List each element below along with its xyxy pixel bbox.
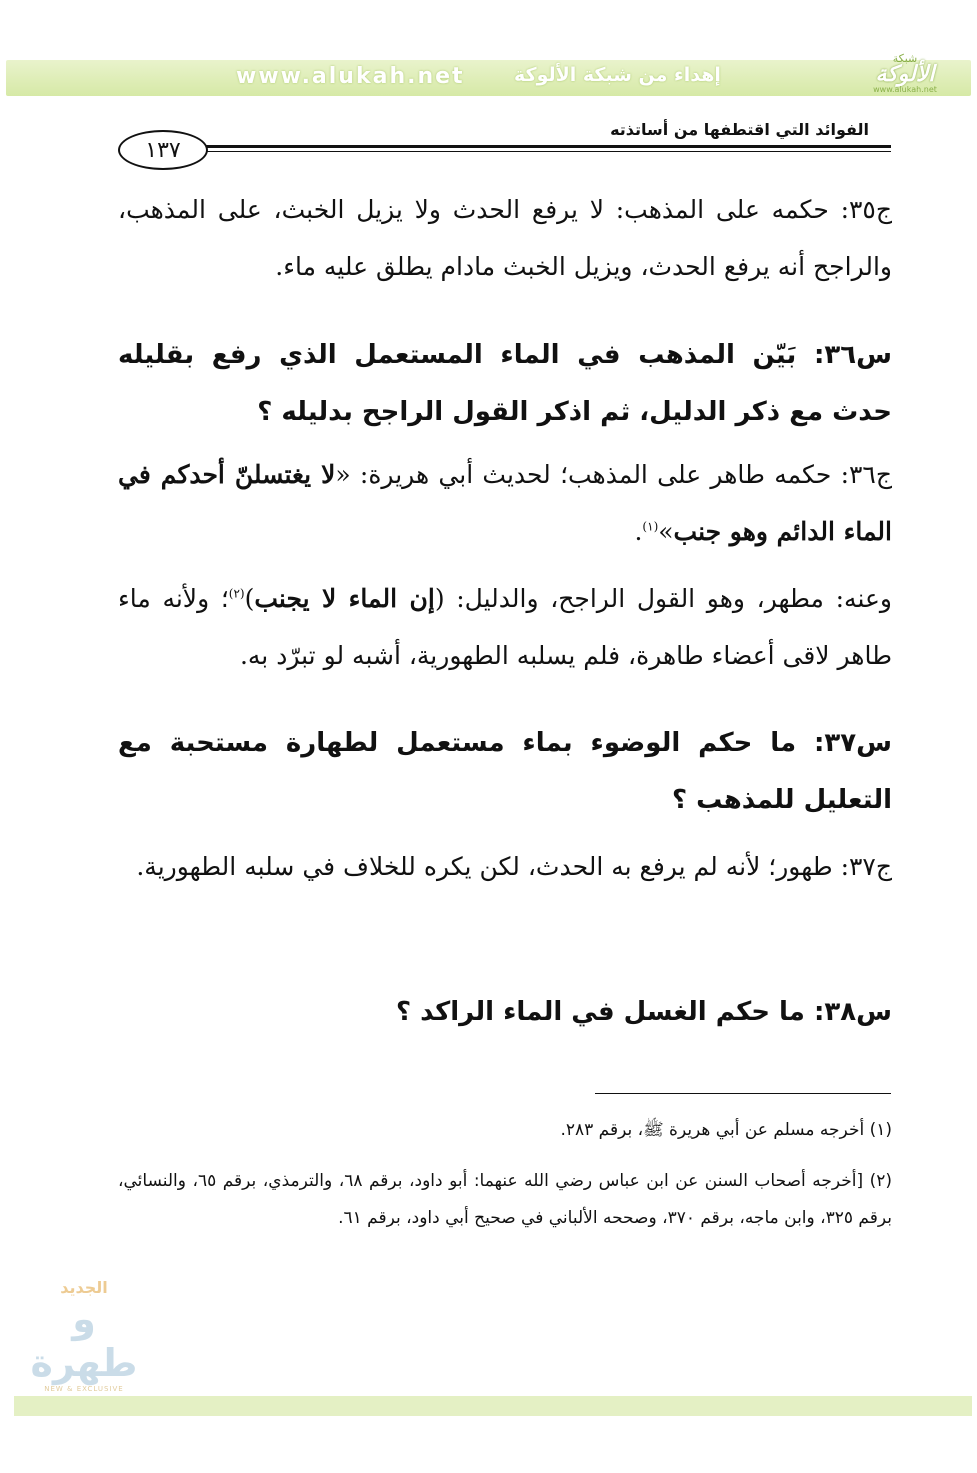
page-number: ١٣٧ [118,130,208,170]
top-banner [6,52,971,96]
footnote-ref-1[interactable]: (١) [642,519,659,534]
answer-35: ج٣٥: حكمه على المذهب: لا يرفع الحدث ولا يزيل الخبث، على المذهب، والراجح أنه يرفع الحدث، ويزيل الخبث مادام يطلق عليه ماء. [118,195,892,281]
header-rule [196,145,891,148]
answer-36-alt-intro: وعنه: مطهر، وهو القول الراجح، والدليل: ( [434,584,892,613]
logo-top-text: شبكة [892,52,918,65]
footnote-2: (٢) [أخرجه أصحاب السنن عن ابن عباس رضي الله عنهما: أبو داود، برقم ٦٨، والترمذي، برقم ٦٥، والنسائي، برقم ٣٢٥، وابن ماجه، برقم ٣٧٠، وصححه الألباني في صحيح أبي داود، برقم ٦١. [118,1171,893,1228]
footnote-1: (١) أخرجه مسلم عن أبي هريرة ﷺ، برقم ٢٨٣. [560,1120,892,1140]
hadith-text: إن الماء لا يجنب [254,584,435,613]
corner-watermark-logo [24,1278,144,1393]
banner-gift-text: إهداء من شبكة الألوكة [514,64,721,86]
bottom-band [14,1396,972,1416]
alukah-logo [855,52,955,102]
logo-main-text: الألوكة [875,62,935,87]
answer-36-alt [118,570,892,684]
corner-logo-sub: NEW & EXCLUSIVE [44,1385,124,1393]
footnote-rule [595,1093,891,1094]
answer-36-alt-rest: ؛ ولأنه ماء طاهر لاقى أعضاء طاهرة، فلم يسلبه الطهورية، أشبه لو تبرّد به. [118,584,892,670]
quote-close: » [658,517,674,546]
hadith-text: لا يغتسلنّ أحدكم في الماء الدائم وهو جنب [118,460,892,546]
answer-36-intro: ج٣٦: حكمه طاهر على المذهب؛ لحديث أبي هريرة: « [335,460,892,489]
answer-36-end: . [634,517,643,546]
question-36: س٣٦: بَيّن المذهب في الماء المستعمل الذي رفع بقليله حدث مع ذكر الدليل، ثم اذكر القول الراجح بدليله ؟ [118,340,892,427]
answer-36 [118,446,892,560]
corner-logo-main: و طهرة [30,1297,138,1385]
header-rule-thin [196,151,891,152]
answer-37: ج٣٧: طهور؛ لأنه لم يرفع به الحدث، لكن يكره للخلاف في سلبه الطهورية. [136,852,892,881]
question-38: س٣٨: ما حكم الغسل في الماء الراكد ؟ [396,997,892,1027]
corner-logo-top: الجديد [60,1278,108,1297]
banner-site-url[interactable]: www.alukah.net [236,64,465,89]
running-title: الفوائد التي اقتطفها من أساتذته [610,120,869,139]
logo-sub-text: www.alukah.net [873,85,937,94]
paren-close: ) [244,584,255,613]
footnote-ref-2[interactable]: (٢) [228,586,245,601]
question-37: س٣٧: ما حكم الوضوء بماء مستعمل لطهارة مستحبة مع التعليل للمذهب ؟ [118,728,892,815]
